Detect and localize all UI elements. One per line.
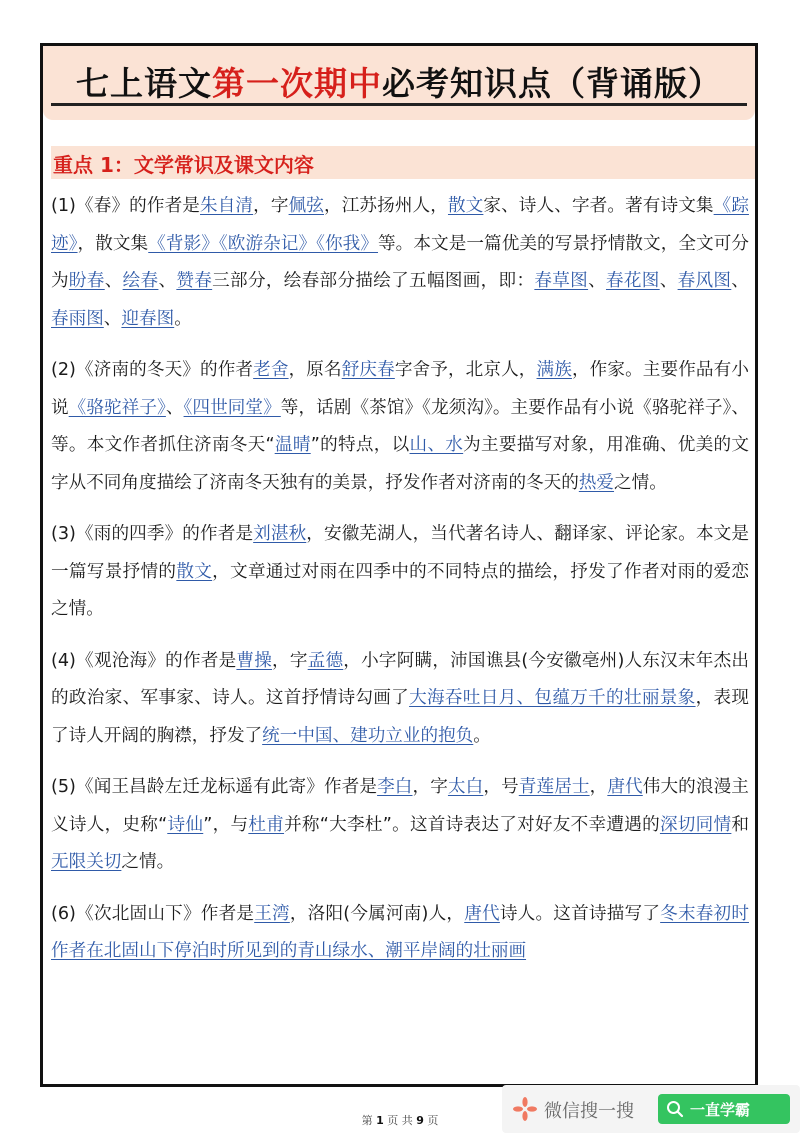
- paragraph-text: 伟大的浪漫主义诗人，史称“: [51, 777, 749, 835]
- paragraph-text: 诗人。这首诗描写了: [499, 903, 661, 924]
- watermark-label: 微信搜一搜: [544, 1101, 634, 1122]
- page-title: [43, 58, 755, 105]
- key-term: 赞春: [176, 271, 213, 291]
- key-term: 王湾: [254, 903, 290, 924]
- paragraph-text: ，洛阳(今属河南)人，: [289, 903, 465, 924]
- paragraph-text: 并称“大李杜”。这首诗表达了对好友不幸遭遇的: [284, 814, 660, 835]
- paragraph-text: 和: [731, 814, 749, 835]
- footer-suffix: 页: [427, 1114, 439, 1127]
- key-term: 青莲居士: [518, 777, 590, 797]
- key-term: 唐代: [607, 777, 643, 797]
- paragraph-text: 家、诗人、字者。著有诗文集: [483, 196, 714, 216]
- paragraph-text: ，小字阿瞒，沛国谯县(今安徽亳州)人东汉末年杰出的政治家、军事家、诗人。这首抒情诗勾画了: [51, 650, 749, 708]
- paragraph-text: ，表现了诗人开阔的胸襟，抒发了: [51, 688, 749, 746]
- key-term: 温晴: [274, 435, 311, 455]
- content-body: [51, 188, 749, 985]
- key-term: 山、水: [409, 435, 464, 455]
- wechat-search-logo-icon: [512, 1096, 538, 1122]
- search-icon: [666, 1100, 684, 1118]
- key-term: 诗仙: [167, 814, 204, 835]
- footer-prefix: 第: [361, 1114, 373, 1127]
- paragraph-text: ，安徽芜湖人，当代著名诗人、翻译家、评论家。本文是一篇写景抒情的: [51, 524, 749, 582]
- paragraph-text: ，号: [483, 777, 519, 797]
- paragraph-text: 。: [473, 725, 491, 746]
- paragraph-text: 字舍予，北京人，: [394, 360, 537, 380]
- key-term: 春草图: [534, 271, 589, 291]
- key-term: 统一中国、建功立业的抱负: [262, 725, 474, 746]
- title-underline: [51, 103, 747, 106]
- key-term: 深切同情: [659, 814, 732, 835]
- key-term: 李白: [377, 777, 413, 797]
- paragraph-text: 、: [731, 271, 749, 291]
- paragraph-text: 。: [174, 308, 192, 329]
- knowledge-paragraph: [51, 769, 749, 882]
- key-term: 《骆驼祥子》: [68, 397, 166, 418]
- paragraph-text: 、: [158, 271, 177, 291]
- paragraph-text: (5)《闻王昌龄左迁龙标遥有此寄》作者是: [51, 777, 378, 797]
- paragraph-text: 之情。: [121, 852, 175, 872]
- key-term: 散文: [447, 196, 484, 216]
- key-term: 绘春: [122, 271, 159, 291]
- key-term: 散文: [176, 561, 213, 582]
- paragraph-text: 、: [165, 397, 184, 418]
- key-term: 满族: [536, 360, 572, 380]
- knowledge-paragraph: [51, 352, 749, 502]
- paragraph-text: 为主要描写对象，用准确、优美的文字从不同角度描绘了济南冬天独有的美景，抒发作者对济南的冬天的: [51, 435, 749, 493]
- key-term: 春雨图: [51, 308, 104, 329]
- paragraph-text: ，原名: [288, 360, 342, 380]
- key-term: 迎春图: [121, 308, 175, 329]
- paragraph-text: 、: [659, 271, 678, 291]
- key-term: 《四世同堂》: [183, 397, 281, 418]
- paragraph-text: ，散文集: [77, 233, 149, 254]
- key-term: 春风图: [677, 271, 732, 291]
- paragraph-text: (4)《观沧海》的作者是: [51, 650, 237, 671]
- title-part-1: 七上语文: [76, 64, 212, 103]
- key-term: 热爱: [578, 472, 615, 493]
- key-term: 老舍: [253, 360, 289, 380]
- page-frame: [40, 43, 758, 1087]
- key-term: 《背影》《欧游杂记》《你我》: [148, 233, 379, 254]
- paragraph-text: 、: [588, 271, 606, 291]
- key-term: 《踪迹》: [51, 196, 749, 254]
- knowledge-paragraph: [51, 516, 749, 629]
- paragraph-text: (1)《春》的作者是: [51, 196, 201, 216]
- footer-page-number: 1: [376, 1114, 384, 1127]
- key-term: 朱自清: [200, 196, 254, 216]
- key-term: 无限关切: [51, 852, 122, 872]
- knowledge-paragraph: [51, 643, 749, 756]
- paragraph-text: 等，话剧《茶馆》《龙须沟》。主要作品有小说《骆驼祥子》、等。本文作者抓住济南冬天“: [51, 397, 749, 455]
- key-term: 大海吞吐日月、包蕴万千的壮丽景象: [409, 688, 696, 708]
- paragraph-text: ，字: [253, 196, 289, 216]
- paragraph-text: (6)《次北固山下》作者是: [51, 903, 255, 924]
- paragraph-text: ，字: [412, 777, 448, 797]
- search-account-label: 一直学霸: [690, 1101, 751, 1119]
- section-heading: 重点 1：文学常识及课文内容: [53, 153, 314, 177]
- paragraph-text: ，文章通过对雨在四季中的不同特点的描绘，抒发了作者对雨的爱恋之情。: [51, 561, 749, 619]
- key-term: 杜甫: [248, 814, 285, 835]
- key-term: 唐代: [464, 903, 500, 924]
- title-part-3: 必考知识点（背诵版）: [382, 64, 722, 103]
- paragraph-text: (3)《雨的四季》的作者是: [51, 524, 254, 544]
- paragraph-text: (2)《济南的冬天》的作者: [51, 360, 254, 380]
- key-term: 太白: [447, 777, 484, 797]
- paragraph-text: ，作家。主要作品有小说: [51, 360, 749, 418]
- paragraph-text: ”的特点，以: [310, 435, 410, 455]
- paragraph-text: ，字: [272, 650, 308, 671]
- paragraph-text: 、: [104, 271, 123, 291]
- paragraph-text: 之情。: [614, 472, 667, 493]
- key-term: 春花图: [605, 271, 660, 291]
- paragraph-text: ，: [589, 777, 608, 797]
- key-term: 曹操: [236, 650, 273, 671]
- key-term: 孟德: [307, 650, 344, 671]
- paragraph-text: 三部分，绘春部分描绘了五幅图画，即：: [212, 271, 535, 291]
- section-header: [51, 146, 755, 179]
- search-account-button[interactable]: [658, 1094, 790, 1124]
- title-banner: [43, 46, 755, 120]
- key-term: 盼春: [68, 271, 105, 291]
- paragraph-text: ”，与: [203, 814, 249, 835]
- paragraph-text: ，江苏扬州人，: [324, 196, 448, 216]
- knowledge-paragraph: [51, 896, 749, 971]
- title-part-2: 第一次期中: [212, 64, 382, 103]
- footer-total-pages: 9: [416, 1114, 424, 1127]
- knowledge-paragraph: [51, 188, 749, 338]
- key-term: 舒庆春: [341, 360, 395, 380]
- key-term: 佩弦: [288, 196, 324, 216]
- paragraph-text: 、: [103, 308, 122, 329]
- wechat-search-watermark: [502, 1085, 800, 1133]
- paragraph-text: 等。本文是一篇优美的写景抒情散文，全文可分为: [51, 233, 749, 291]
- key-term: 冬末春初时作者在北固山下停泊时所见到的青山绿水、潮平岸阔的壮丽画: [51, 903, 749, 961]
- key-term: 刘湛秋: [253, 524, 307, 544]
- footer-mid: 页 共: [387, 1114, 413, 1127]
